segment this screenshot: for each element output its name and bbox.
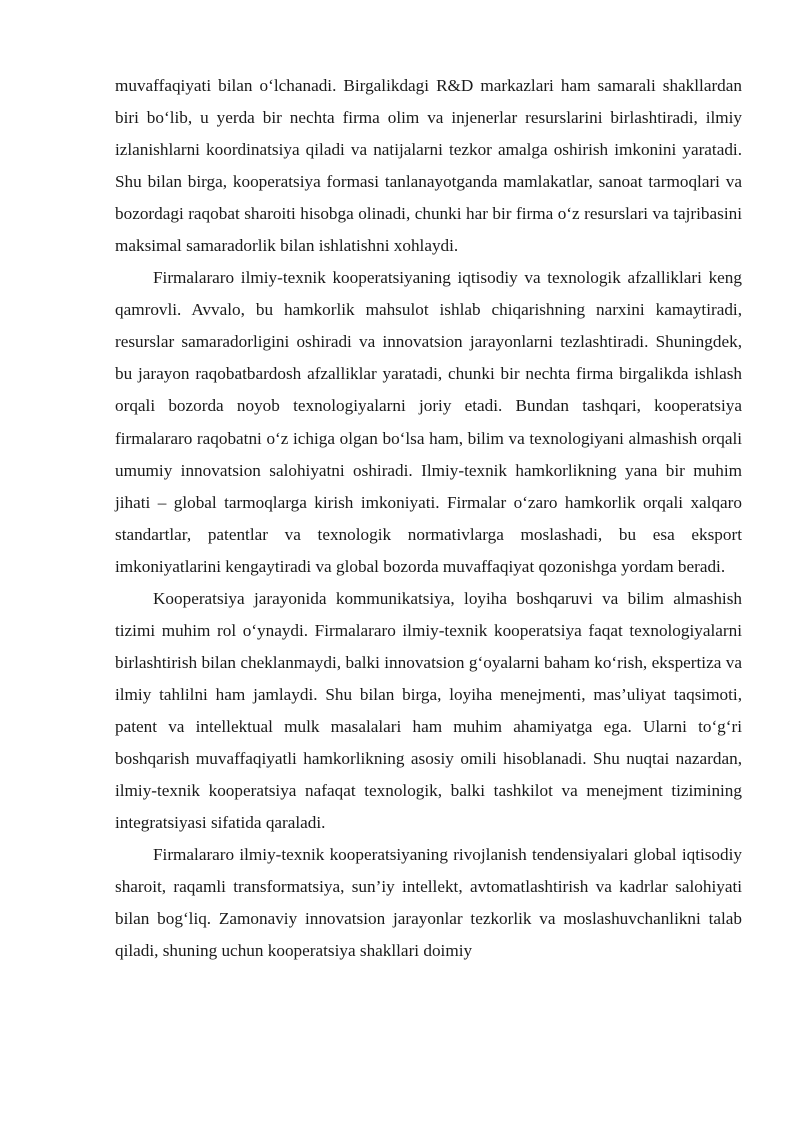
- paragraph-continuation: muvaffaqiyati bilan o‘lchanadi. Birgalikdagi R&D markazlari ham samarali shakllardan biri bo‘lib, u yerda bir nechta firma olim va injenerlar resurslarini birlashtiradi, ilmiy izlanishlarni koordinatsiya qiladi va natijalarni tezkor amalga oshirish imkonini yaratadi. Shu bilan birga, kooperatsiya formasi tanlanayotganda mamlakatlar, sanoat tarmoqlari va bozordagi raqobat sharoiti hisobga olinadi, chunki har bir firma o‘z resurslari va tajribasini maksimal samaradorlik bilan ishlatishni xohlaydi.: [115, 76, 742, 256]
- body-text: [115, 70, 742, 967]
- paragraph-advantages: Firmalararo ilmiy-texnik kooperatsiyaning iqtisodiy va texnologik afzalliklari keng qamrovli. Avvalo, bu hamkorlik mahsulot ishlab chiqarishning narxini kamaytiradi, resurslar samaradorligini oshiradi va innovatsion jarayonlarni tezlashtiradi. Shuningdek, bu jarayon raqobatbardosh afzalliklar yaratadi, chunki bir nechta firma birgalikda ishlash orqali bozorda noyob texnologiyalarni joriy etadi. Bundan tashqari, kooperatsiya firmalararo raqobatni o‘z ichiga olgan bo‘lsa ham, bilim va texnologiyani almashish orqali umumiy innovatsion salohiyatni oshiradi. Ilmiy-texnik hamkorlikning yana bir muhim jihati – global tarmoqlarga kirish imkoniyati. Firmalar o‘zaro hamkorlik orqali xalqaro standartlar, patentlar va texnologik normativlarga moslashadi, bu esa eksport imkoniyatlarini kengaytiradi va global bozorda muvaffaqiyat qozonishga yordam beradi.: [115, 268, 742, 576]
- paragraph-communication: Kooperatsiya jarayonida kommunikatsiya, loyiha boshqaruvi va bilim almashish tizimi muhim rol o‘ynaydi. Firmalararo ilmiy-texnik kooperatsiya faqat texnologiyalarni birlashtirish bilan cheklanmaydi, balki innovatsion g‘oyalarni baham ko‘rish, ekspertiza va ilmiy tahlilni ham jamlaydi. Shu bilan birga, loyiha menejmenti, mas’uliyat taqsimoti, patent va intellektual mulk masalalari ham muhim ahamiyatga ega. Ularni to‘g‘ri boshqarish muvaffaqiyatli hamkorlikning asosiy omili hisoblanadi. Shu nuqtai nazardan, ilmiy-texnik kooperatsiya nafaqat texnologik, balki tashkilot va menejment tizimining integratsiyasi sifatida qaraladi.: [115, 588, 742, 833]
- paragraph-trends: Firmalararo ilmiy-texnik kooperatsiyaning rivojlanish tendensiyalari global iqtisodiy sharoit, raqamli transformatsiya, sun’iy intellekt, avtomatlashtirish va kadrlar salohiyati bilan bog‘liq. Zamonaviy innovatsion jarayonlar tezkorlik va moslashuvchanlikni talab qiladi, shuning uchun kooperatsiya shakllari doimiy: [115, 845, 742, 961]
